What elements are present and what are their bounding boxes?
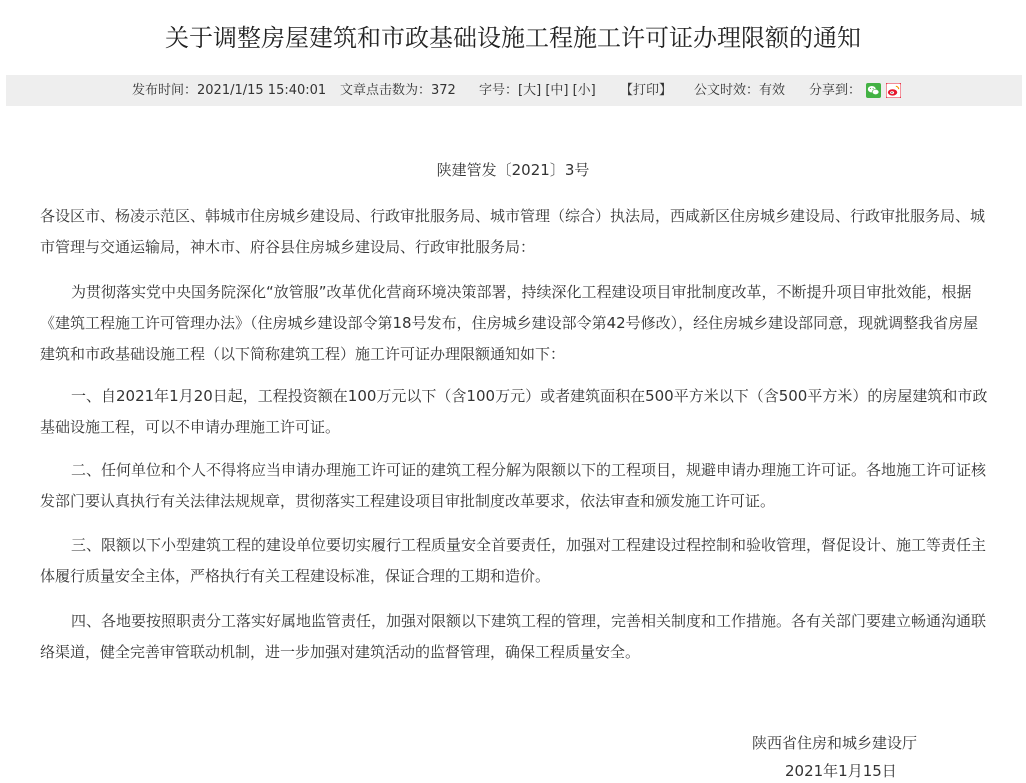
document-intro: 为贯彻落实党中央国务院深化“放管服”改革优化营商环境决策部署，持续深化工程建设项目审批制度改革，不断提升项目审批效能，根据《建筑工程施工许可管理办法》（住房城乡建设部令第18号发布，住房城乡建设部令第42号修改），经住房城乡建设部同意，现就调整我省房屋建筑和市政基础设施工程（以下简称建筑工程）施工许可证办理限额通知如下： <box>40 283 979 363</box>
document-validity <box>694 75 785 106</box>
document-item: 一、自2021年1月20日起，工程投资额在100万元以下（含100万元）或者建筑面积在500平方米以下（含500平方米）的房屋建筑和市政基础设施工程，可以不申请办理施工许可证。 <box>40 387 988 436</box>
validity-value: 有效 <box>759 83 786 98</box>
document-recipients: 各设区市、杨凌示范区、韩城市住房城乡建设局、行政审批服务局、城市管理（综合）执法局，西咸新区住房城乡建设局、行政审批服务局、城市管理与交通运输局，神木市、府谷县住房城乡建设局、行政审批服务局： <box>40 207 986 256</box>
publish-time-value: 2021/1/15 15:40:01 <box>197 83 327 98</box>
font-size-small-link[interactable]: [小] <box>572 83 596 98</box>
share-label: 分享到： <box>809 83 862 98</box>
document-item: 四、各地要按照职责分工落实好属地监管责任，加强对限额以下建筑工程的管理，完善相关制度和工作措施。各有关部门要建立畅通沟通联络渠道，健全完善审管联动机制，进一步加强对建筑活动的监督管理，确保工程质量安全。 <box>40 612 987 661</box>
print-link[interactable]: 【打印】 <box>620 83 673 98</box>
font-size-medium-link[interactable]: [中] <box>545 83 569 98</box>
font-size-large-link[interactable]: [大] <box>518 83 542 98</box>
click-count <box>340 75 456 106</box>
document-item: 二、任何单位和个人不得将应当申请办理施工许可证的建筑工程分解为限额以下的工程项目，规避申请办理施工许可证。各地施工许可证核发部门要认真执行有关法律法规规章，贯彻落实工程建设项目审批制度改革要求，依法审查和颁发施工许可证。 <box>40 461 987 510</box>
wechat-icon[interactable] <box>866 83 881 98</box>
publish-time <box>132 75 326 106</box>
click-count-label: 文章点击数为： <box>340 83 432 98</box>
font-size-controls <box>479 75 596 106</box>
share-group <box>809 75 901 106</box>
validity-label: 公文时效： <box>694 83 760 98</box>
page-title: 关于调整房屋建筑和市政基础设施工程施工许可证办理限额的通知 <box>165 24 861 52</box>
document-item: 三、限额以下小型建筑工程的建设单位要切实履行工程质量安全首要责任，加强对工程建设过程控制和验收管理，督促设计、施工等责任主体履行质量安全主体，严格执行有关工程建设标准，保证合理的工期和造价。 <box>40 536 987 585</box>
document-number: 陕建管发〔2021〕3号 <box>436 161 590 179</box>
signature-organization: 陕西省住房和城乡建设厅 <box>752 734 918 752</box>
click-count-value: 372 <box>431 83 456 98</box>
font-size-label: 字号： <box>479 83 519 98</box>
article-meta-bar <box>6 75 1022 106</box>
publish-time-label: 发布时间： <box>132 83 198 98</box>
weibo-icon[interactable] <box>886 83 901 98</box>
signature-date: 2021年1月15日 <box>785 762 897 780</box>
